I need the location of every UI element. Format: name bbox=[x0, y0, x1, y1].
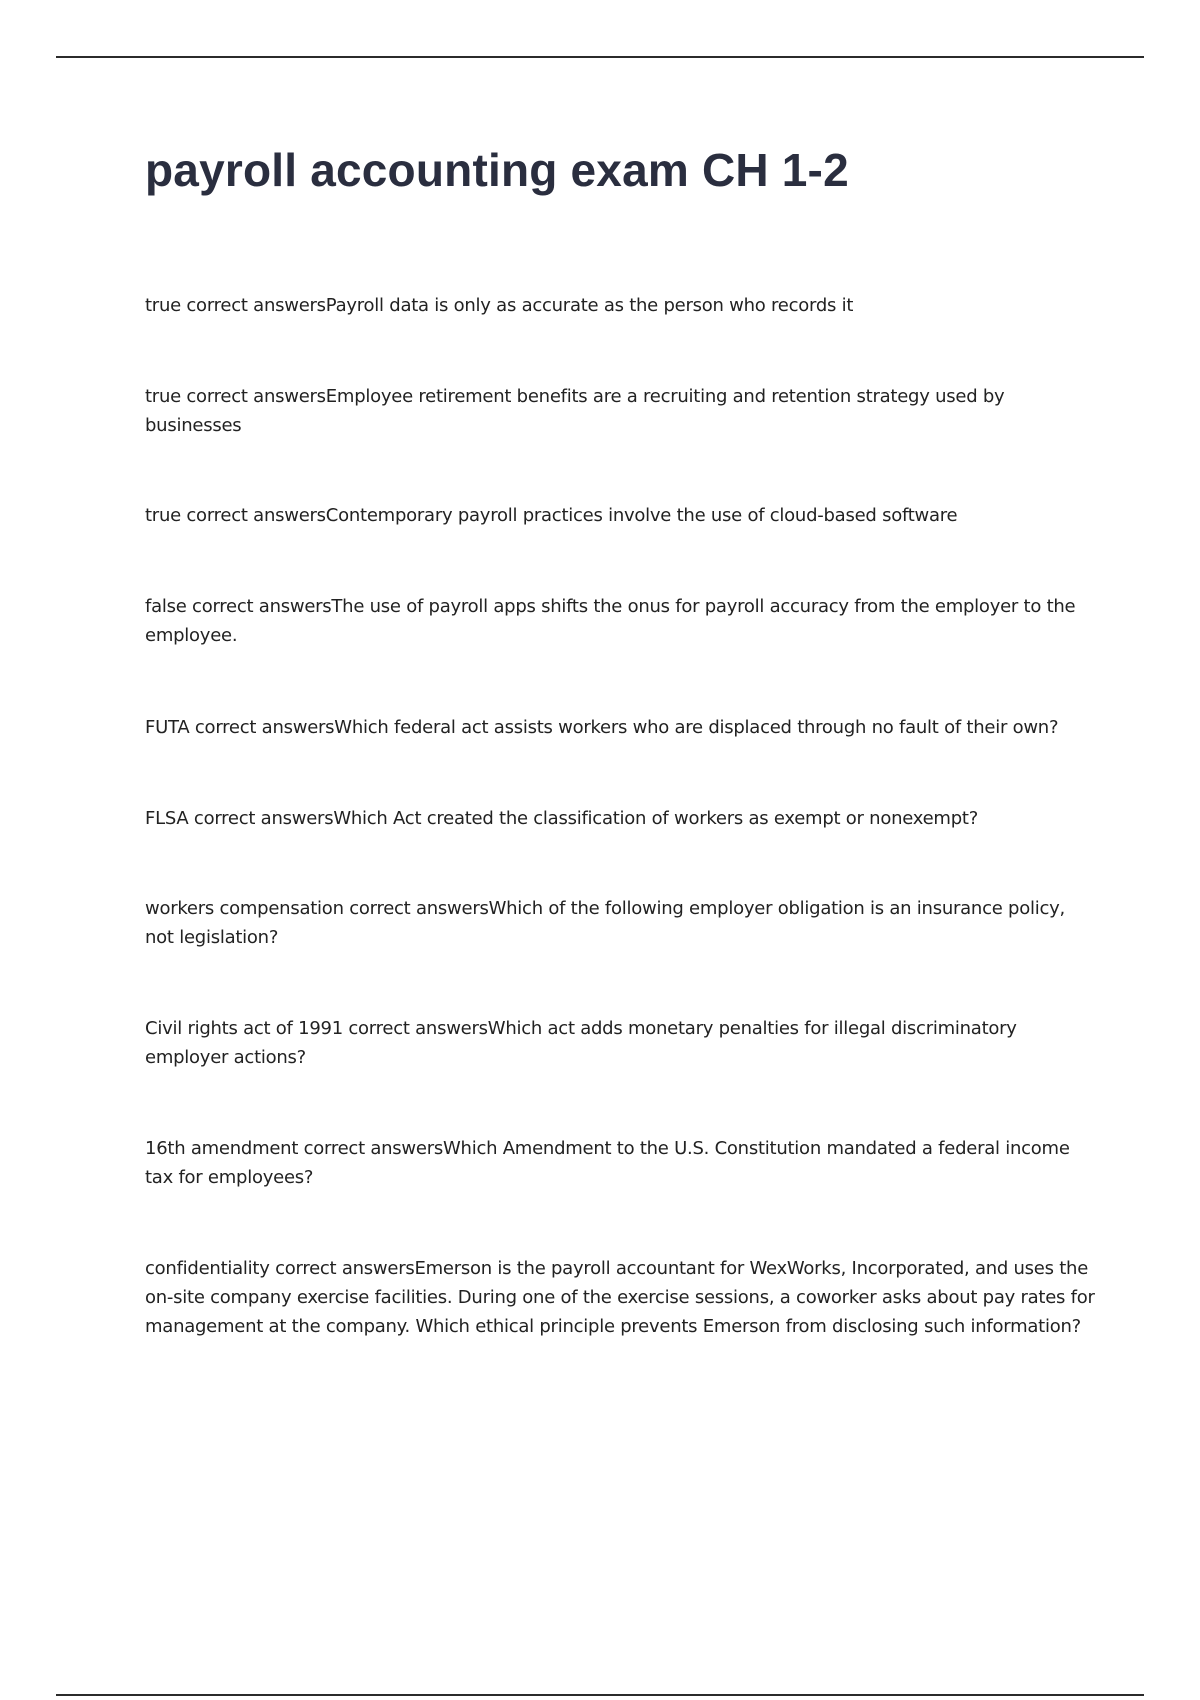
qa-item-1: true correct answersPayroll data is only as accurate as the person who records it bbox=[145, 295, 854, 316]
qa-item-4: false correct answersThe use of payroll apps shifts the onus for payroll accuracy from the employer to the employee. bbox=[145, 596, 1076, 646]
qa-item-7: workers compensation correct answersWhich of the following employer obligation is an insurance policy, not legislation? bbox=[145, 898, 1065, 948]
qa-item-3: true correct answersContemporary payroll practices involve the use of cloud-based software bbox=[145, 505, 958, 526]
qa-item-9: 16th amendment correct answersWhich Amendment to the U.S. Constitution mandated a federal income tax for employees? bbox=[145, 1138, 1070, 1188]
qa-item-6: FLSA correct answersWhich Act created the classification of workers as exempt or nonexempt? bbox=[145, 808, 978, 829]
page-title: payroll accounting exam CH 1-2 bbox=[145, 144, 849, 196]
qa-item-5: FUTA correct answersWhich federal act assists workers who are displaced through no fault of their own? bbox=[145, 717, 1059, 738]
top-divider bbox=[56, 56, 1144, 58]
bottom-divider bbox=[56, 1694, 1144, 1696]
qa-item-2: true correct answersEmployee retirement benefits are a recruiting and retention strategy used by businesses bbox=[145, 386, 1005, 436]
qa-item-10: confidentiality correct answersEmerson is the payroll accountant for WexWorks, Incorporated, and uses the on-site company exercise facilities. During one of the exercise sessions, a coworker asks about pay rates for management at the company. Which ethical principle prevents Emerson from disclosing such information? bbox=[145, 1258, 1095, 1337]
qa-item-8: Civil rights act of 1991 correct answersWhich act adds monetary penalties for illegal discriminatory employer actions? bbox=[145, 1018, 1017, 1068]
